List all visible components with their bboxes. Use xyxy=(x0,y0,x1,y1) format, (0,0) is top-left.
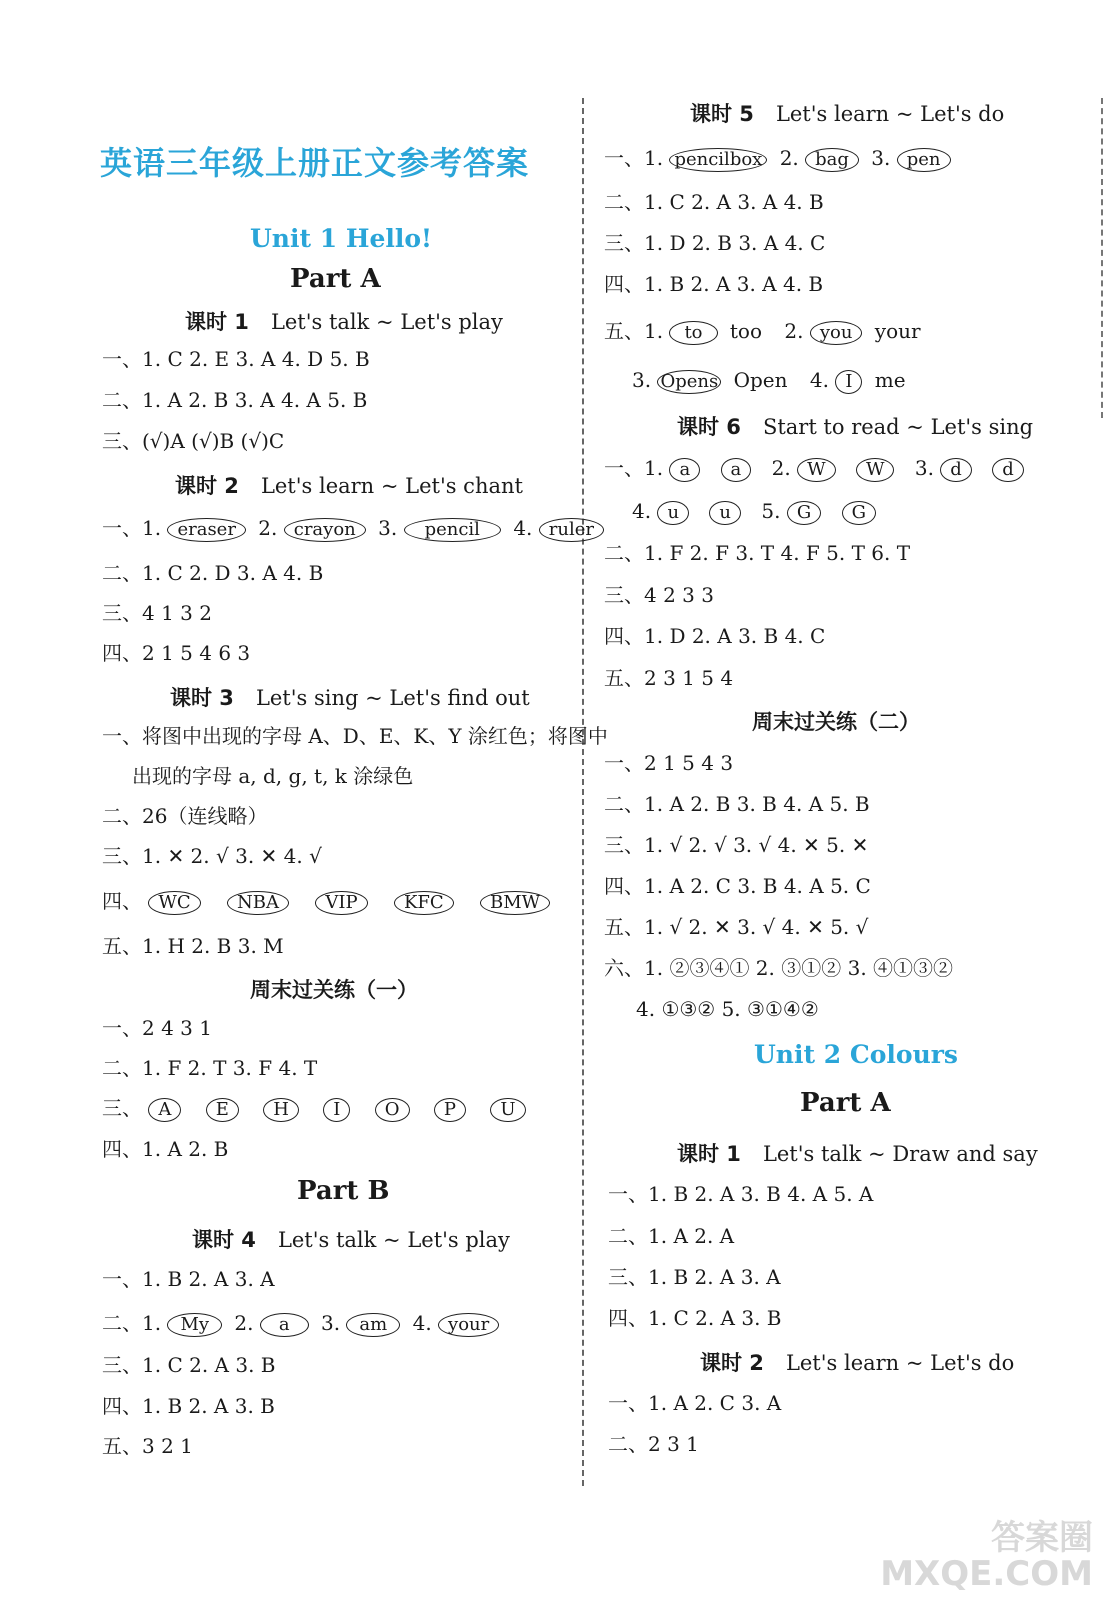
circled-letter: I xyxy=(323,1098,350,1122)
circled-letter: A xyxy=(148,1098,181,1122)
answer-line-circled: 4. u u 5. G G xyxy=(632,498,882,525)
circled-word: am xyxy=(346,1313,400,1337)
answer-line: 二、1. C 2. A 3. A 4. B xyxy=(604,190,824,214)
u2-lesson2-heading xyxy=(700,1347,1014,1377)
circled-word: VIP xyxy=(315,891,367,915)
answer-line: 四、1. A 2. B xyxy=(102,1137,229,1161)
circled-word: your xyxy=(438,1313,499,1337)
answer-line-circled: 四、 WC NBA VIP KFC BMW xyxy=(102,888,556,915)
answer-line: 一、1. C 2. E 3. A 4. D 5. B xyxy=(102,347,370,371)
answer-line: 四、1. B 2. A 3. A 4. B xyxy=(604,272,824,296)
lesson-number: 课时 5 xyxy=(690,102,754,126)
answer-line: 一、1. B 2. A 3. B 4. A 5. A xyxy=(608,1182,874,1206)
answer-line: 五、2 3 1 5 4 xyxy=(604,666,734,690)
answer-line: 五、1. √ 2. ✕ 3. √ 4. ✕ 5. √ xyxy=(604,915,869,939)
circled-letter: O xyxy=(375,1098,410,1122)
answer-line-circled: 一、1. eraser 2. crayon 3. pencil 4. ruler xyxy=(102,515,610,542)
answer-line: 二、26（连线略） xyxy=(102,804,268,828)
answer-line: 一、将图中出现的字母 A、D、E、K、Y 涂红色；将图中 xyxy=(102,724,608,748)
answer-line: 三、1. D 2. B 3. A 4. C xyxy=(604,231,826,255)
answer-line: 四、1. A 2. C 3. B 4. A 5. C xyxy=(604,874,871,898)
u2-lesson1-heading xyxy=(677,1138,1038,1168)
answer-line: 五、3 2 1 xyxy=(102,1434,193,1458)
answer-line: 三、4 2 3 3 xyxy=(604,583,714,607)
answer-line: 4. ①③② 5. ③①④② xyxy=(636,997,819,1021)
answer-line: 一、2 1 5 4 3 xyxy=(604,751,734,775)
column-divider xyxy=(582,98,584,1486)
circled-word: pen xyxy=(897,148,951,172)
circled-word: crayon xyxy=(284,518,366,542)
lesson3-heading xyxy=(170,682,530,712)
lesson6-heading xyxy=(677,411,1033,441)
answer-line-circled: 三、 A E H I O P U xyxy=(102,1095,532,1122)
circled-word: to xyxy=(669,321,717,345)
answer-line: 二、1. A 2. A xyxy=(608,1224,735,1248)
answer-line-circled: 一、1. a a 2. W W 3. d d xyxy=(604,455,1030,482)
unit2-heading: Unit 2 Colours xyxy=(754,1040,958,1069)
answer-line: 二、1. C 2. D 3. A 4. B xyxy=(102,561,324,585)
answer-line: 出现的字母 a, d, g, t, k 涂绿色 xyxy=(132,764,414,788)
answer-line: 四、1. B 2. A 3. B xyxy=(102,1394,275,1418)
circled-letter: H xyxy=(263,1098,299,1122)
circled-word: you xyxy=(810,321,863,345)
lesson-title: Start to read ~ Let's sing xyxy=(762,415,1034,439)
answer-line-circled: 二、1. My 2. a 3. am 4. your xyxy=(102,1310,505,1337)
circled-word: ruler xyxy=(539,518,604,542)
answer-line: 三、1. √ 2. √ 3. √ 4. ✕ 5. ✕ xyxy=(604,833,869,857)
answer-line: 三、1. B 2. A 3. A xyxy=(608,1265,781,1289)
circled-letter: W xyxy=(797,458,836,482)
lesson2-heading xyxy=(175,470,523,500)
answer-line: 二、1. A 2. B 3. A 4. A 5. B xyxy=(102,388,368,412)
answer-line-circled: 3. Opens Open 4. I me xyxy=(632,368,906,392)
circled-letter: E xyxy=(206,1098,239,1122)
answer-line: 三、1. ✕ 2. √ 3. ✕ 4. √ xyxy=(102,844,322,868)
circled-word: KFC xyxy=(394,891,454,915)
weekend-review-2-heading: 周末过关练（二） xyxy=(752,710,920,734)
answer-line: 五、1. H 2. B 3. M xyxy=(102,934,284,958)
circled-letter: a xyxy=(721,458,752,482)
answer-line: 四、1. C 2. A 3. B xyxy=(608,1306,782,1330)
circled-word: I xyxy=(835,370,862,394)
lesson-number: 课时 6 xyxy=(677,415,741,439)
lesson-number: 课时 2 xyxy=(700,1351,764,1375)
answer-line: 三、(√)A (√)B (√)C xyxy=(102,429,285,453)
lesson1-heading xyxy=(185,306,503,336)
page-edge-line xyxy=(1101,98,1103,418)
lesson5-heading xyxy=(690,98,1004,128)
lesson-number: 课时 4 xyxy=(192,1228,256,1252)
answer-line: 四、2 1 5 4 6 3 xyxy=(102,641,251,665)
lesson-number: 课时 1 xyxy=(185,310,249,334)
answer-line: 一、1. B 2. A 3. A xyxy=(102,1267,275,1291)
circled-word: a xyxy=(260,1313,309,1337)
circled-letter: d xyxy=(940,458,972,482)
answer-line: 三、1. C 2. A 3. B xyxy=(102,1353,276,1377)
lesson-title: Let's talk ~ Let's play xyxy=(270,310,503,334)
answer-line: 四、1. D 2. A 3. B 4. C xyxy=(604,624,826,648)
answer-line-circled: 五、1. to too 2. you your xyxy=(604,319,921,343)
lesson-number: 课时 3 xyxy=(170,686,234,710)
answer-line: 一、1. A 2. C 3. A xyxy=(608,1391,782,1415)
circled-word: eraser xyxy=(167,518,245,542)
part-a-heading: Part A xyxy=(290,264,381,294)
lesson-title: Let's sing ~ Let's find out xyxy=(255,686,530,710)
lesson-title: Let's learn ~ Let's chant xyxy=(260,474,523,498)
answer-line: 二、1. A 2. B 3. B 4. A 5. B xyxy=(604,792,870,816)
circled-word: WC xyxy=(148,891,200,915)
answer-line: 三、4 1 3 2 xyxy=(102,601,212,625)
page-title: 英语三年级上册正文参考答案 xyxy=(100,144,530,182)
circled-word: BMW xyxy=(480,891,550,915)
lesson4-heading xyxy=(192,1224,510,1254)
answer-line: 六、1. ②③④① 2. ③①② 3. ④①③② xyxy=(604,956,954,980)
answer-line: 二、1. F 2. T 3. F 4. T xyxy=(102,1056,318,1080)
answer-line-circled: 一、1. pencilbox 2. bag 3. pen xyxy=(604,145,957,172)
lesson-title: Let's learn ~ Let's do xyxy=(775,102,1005,126)
lesson-title: Let's talk ~ Draw and say xyxy=(762,1142,1038,1166)
circled-letter: P xyxy=(434,1098,466,1122)
circled-word: bag xyxy=(805,148,859,172)
circled-word: pencilbox xyxy=(669,148,767,172)
circled-letter: a xyxy=(669,458,700,482)
circled-word: NBA xyxy=(227,891,289,915)
circled-letter: U xyxy=(490,1098,525,1122)
circled-word: pencil xyxy=(404,518,501,542)
lesson-number: 课时 1 xyxy=(677,1142,741,1166)
weekend-review-1-heading: 周末过关练（一） xyxy=(250,978,418,1002)
lesson-number: 课时 2 xyxy=(175,474,239,498)
circled-letter: W xyxy=(856,458,895,482)
answer-line: 一、2 4 3 1 xyxy=(102,1016,212,1040)
circled-letter: u xyxy=(657,501,689,525)
circled-letter: d xyxy=(992,458,1024,482)
watermark: 答案圈 MXQE.COM xyxy=(880,1518,1093,1594)
circled-letter: G xyxy=(787,501,821,525)
circled-letter: u xyxy=(709,501,741,525)
circled-word: Opens xyxy=(657,370,721,394)
lesson-title: Let's learn ~ Let's do xyxy=(785,1351,1015,1375)
circled-letter: G xyxy=(842,501,876,525)
part-a-heading: Part A xyxy=(800,1088,891,1118)
circled-word: My xyxy=(167,1313,222,1337)
lesson-title: Let's talk ~ Let's play xyxy=(277,1228,510,1252)
answer-line: 二、1. F 2. F 3. T 4. F 5. T 6. T xyxy=(604,541,911,565)
answer-line: 二、2 3 1 xyxy=(608,1432,699,1456)
part-b-heading: Part B xyxy=(297,1176,390,1206)
unit1-heading: Unit 1 Hello! xyxy=(250,224,432,253)
